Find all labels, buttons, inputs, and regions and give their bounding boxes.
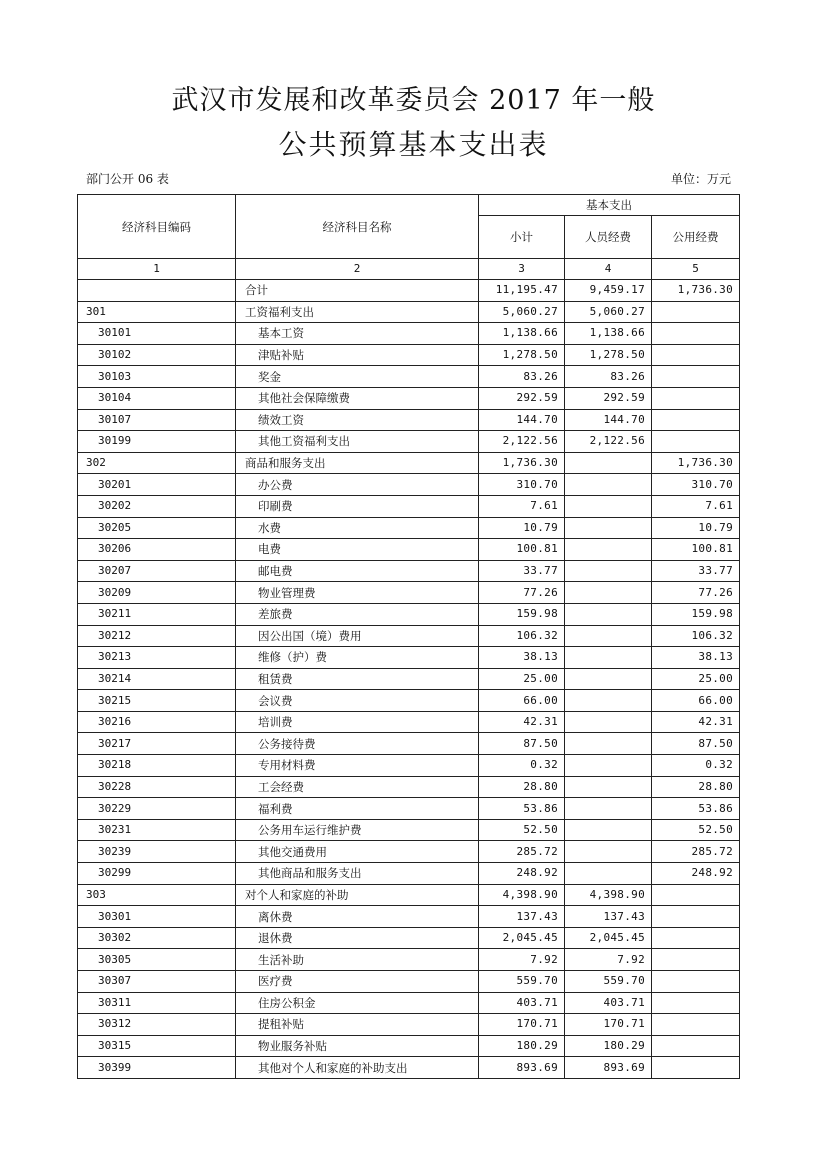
table-row — [78, 495, 740, 517]
public-cell: 28.80 — [652, 776, 740, 798]
public-cell — [652, 323, 740, 345]
code-cell: 30206 — [78, 539, 236, 561]
name-cell: 对个人和家庭的补助 — [236, 884, 479, 906]
personnel-cell: 83.26 — [565, 366, 652, 388]
subtotal-cell: 11,195.47 — [479, 280, 565, 302]
code-cell: 30218 — [78, 755, 236, 777]
public-cell: 52.50 — [652, 819, 740, 841]
personnel-cell: 180.29 — [565, 1035, 652, 1057]
public-cell: 25.00 — [652, 668, 740, 690]
table-row — [78, 884, 740, 906]
code-cell: 30107 — [78, 409, 236, 431]
name-cell: 其他工资福利支出 — [236, 431, 479, 453]
index-cell: 5 — [652, 259, 740, 280]
index-cell: 2 — [236, 259, 479, 280]
name-cell: 物业管理费 — [236, 582, 479, 604]
public-cell: 66.00 — [652, 690, 740, 712]
table-row — [78, 1035, 740, 1057]
name-cell: 电费 — [236, 539, 479, 561]
code-cell: 302 — [78, 452, 236, 474]
table-row — [78, 668, 740, 690]
name-cell: 印刷费 — [236, 495, 479, 517]
personnel-cell: 893.69 — [565, 1057, 652, 1079]
subtotal-cell: 7.92 — [479, 949, 565, 971]
public-cell: 33.77 — [652, 560, 740, 582]
public-cell — [652, 366, 740, 388]
name-cell: 公务用车运行维护费 — [236, 819, 479, 841]
code-cell: 30239 — [78, 841, 236, 863]
header-row-1 — [78, 195, 740, 216]
name-cell: 合计 — [236, 280, 479, 302]
code-cell: 30212 — [78, 625, 236, 647]
name-cell: 其他交通费用 — [236, 841, 479, 863]
personnel-cell — [565, 560, 652, 582]
code-cell: 30315 — [78, 1035, 236, 1057]
code-cell — [78, 280, 236, 302]
public-cell — [652, 344, 740, 366]
table-row — [78, 517, 740, 539]
personnel-cell — [565, 625, 652, 647]
public-cell — [652, 927, 740, 949]
subtotal-cell: 310.70 — [479, 474, 565, 496]
header-subtotal: 小计 — [479, 216, 565, 259]
code-cell: 303 — [78, 884, 236, 906]
table-row — [78, 582, 740, 604]
name-cell: 商品和服务支出 — [236, 452, 479, 474]
header-code: 经济科目编码 — [78, 195, 236, 259]
name-cell: 工资福利支出 — [236, 301, 479, 323]
subtotal-cell: 170.71 — [479, 1014, 565, 1036]
code-cell: 30299 — [78, 863, 236, 885]
code-cell: 30311 — [78, 992, 236, 1014]
header-name: 经济科目名称 — [236, 195, 479, 259]
public-cell: 53.86 — [652, 798, 740, 820]
personnel-cell — [565, 755, 652, 777]
public-cell — [652, 431, 740, 453]
subtotal-cell: 100.81 — [479, 539, 565, 561]
public-cell — [652, 409, 740, 431]
table-row — [78, 452, 740, 474]
index-cell: 1 — [78, 259, 236, 280]
table-row — [78, 819, 740, 841]
personnel-cell — [565, 711, 652, 733]
subtotal-cell: 38.13 — [479, 647, 565, 669]
subtotal-cell: 0.32 — [479, 755, 565, 777]
public-cell: 106.32 — [652, 625, 740, 647]
subtotal-cell: 77.26 — [479, 582, 565, 604]
subtotal-cell: 2,045.45 — [479, 927, 565, 949]
name-cell: 住房公积金 — [236, 992, 479, 1014]
personnel-cell — [565, 603, 652, 625]
table-row — [78, 949, 740, 971]
personnel-cell — [565, 841, 652, 863]
subtotal-cell: 33.77 — [479, 560, 565, 582]
subtotal-cell: 1,736.30 — [479, 452, 565, 474]
personnel-cell: 403.71 — [565, 992, 652, 1014]
table-row — [78, 971, 740, 993]
table-body — [78, 280, 740, 1079]
table-row — [78, 863, 740, 885]
header-basic-expenditure: 基本支出 — [479, 195, 740, 216]
code-cell: 30214 — [78, 668, 236, 690]
name-cell: 其他商品和服务支出 — [236, 863, 479, 885]
subtotal-cell: 180.29 — [479, 1035, 565, 1057]
public-cell: 248.92 — [652, 863, 740, 885]
name-cell: 办公费 — [236, 474, 479, 496]
personnel-cell: 1,278.50 — [565, 344, 652, 366]
public-cell: 159.98 — [652, 603, 740, 625]
table-row — [78, 280, 740, 302]
public-cell: 1,736.30 — [652, 280, 740, 302]
personnel-cell — [565, 539, 652, 561]
name-cell: 生活补助 — [236, 949, 479, 971]
code-cell: 30301 — [78, 906, 236, 928]
code-cell: 30307 — [78, 971, 236, 993]
subtotal-cell: 7.61 — [479, 495, 565, 517]
code-cell: 30305 — [78, 949, 236, 971]
personnel-cell — [565, 863, 652, 885]
public-cell: 0.32 — [652, 755, 740, 777]
header-public: 公用经费 — [652, 216, 740, 259]
code-cell: 30217 — [78, 733, 236, 755]
code-cell: 30399 — [78, 1057, 236, 1079]
public-cell — [652, 906, 740, 928]
personnel-cell: 170.71 — [565, 1014, 652, 1036]
name-cell: 医疗费 — [236, 971, 479, 993]
personnel-cell: 5,060.27 — [565, 301, 652, 323]
subtotal-cell: 28.80 — [479, 776, 565, 798]
name-cell: 奖金 — [236, 366, 479, 388]
subtotal-cell: 66.00 — [479, 690, 565, 712]
name-cell: 水费 — [236, 517, 479, 539]
header-personnel: 人员经费 — [565, 216, 652, 259]
table-row — [78, 906, 740, 928]
name-cell: 因公出国（境）费用 — [236, 625, 479, 647]
personnel-cell: 2,122.56 — [565, 431, 652, 453]
public-cell: 10.79 — [652, 517, 740, 539]
document-title-line1: 武汉市发展和改革委员会 2017 年一般 — [171, 85, 656, 116]
table-row — [78, 625, 740, 647]
personnel-cell — [565, 668, 652, 690]
code-cell: 30229 — [78, 798, 236, 820]
code-cell: 301 — [78, 301, 236, 323]
subtotal-cell: 42.31 — [479, 711, 565, 733]
table-row — [78, 431, 740, 453]
name-cell: 公务接待费 — [236, 733, 479, 755]
personnel-cell — [565, 495, 652, 517]
table-row — [78, 301, 740, 323]
subtotal-cell: 285.72 — [479, 841, 565, 863]
name-cell: 专用材料费 — [236, 755, 479, 777]
subtotal-cell: 10.79 — [479, 517, 565, 539]
subtotal-cell: 83.26 — [479, 366, 565, 388]
subtotal-cell: 52.50 — [479, 819, 565, 841]
personnel-cell: 137.43 — [565, 906, 652, 928]
personnel-cell: 7.92 — [565, 949, 652, 971]
personnel-cell — [565, 776, 652, 798]
table-row — [78, 690, 740, 712]
code-cell: 30101 — [78, 323, 236, 345]
name-cell: 差旅费 — [236, 603, 479, 625]
subtotal-cell: 144.70 — [479, 409, 565, 431]
code-cell: 30312 — [78, 1014, 236, 1036]
public-cell — [652, 992, 740, 1014]
subtotal-cell: 1,278.50 — [479, 344, 565, 366]
index-row — [78, 259, 740, 280]
table-row — [78, 1014, 740, 1036]
public-cell: 77.26 — [652, 582, 740, 604]
table-row — [78, 647, 740, 669]
public-cell: 100.81 — [652, 539, 740, 561]
code-cell: 30104 — [78, 387, 236, 409]
public-cell — [652, 1057, 740, 1079]
subtotal-cell: 87.50 — [479, 733, 565, 755]
personnel-cell: 292.59 — [565, 387, 652, 409]
name-cell: 离休费 — [236, 906, 479, 928]
subtotal-cell: 159.98 — [479, 603, 565, 625]
index-cell: 4 — [565, 259, 652, 280]
personnel-cell — [565, 733, 652, 755]
table-row — [78, 387, 740, 409]
code-cell: 30201 — [78, 474, 236, 496]
subtotal-cell: 559.70 — [479, 971, 565, 993]
code-cell: 30215 — [78, 690, 236, 712]
budget-table — [77, 194, 740, 1079]
code-cell: 30209 — [78, 582, 236, 604]
public-cell: 87.50 — [652, 733, 740, 755]
table-row — [78, 927, 740, 949]
name-cell: 津贴补贴 — [236, 344, 479, 366]
subtotal-cell: 2,122.56 — [479, 431, 565, 453]
table-row — [78, 776, 740, 798]
public-cell: 1,736.30 — [652, 452, 740, 474]
table-row — [78, 344, 740, 366]
name-cell: 提租补贴 — [236, 1014, 479, 1036]
public-cell — [652, 971, 740, 993]
table-row — [78, 992, 740, 1014]
name-cell: 绩效工资 — [236, 409, 479, 431]
personnel-cell: 9,459.17 — [565, 280, 652, 302]
subtotal-cell: 25.00 — [479, 668, 565, 690]
personnel-cell: 559.70 — [565, 971, 652, 993]
table-row — [78, 1057, 740, 1079]
table-row — [78, 733, 740, 755]
code-cell: 30205 — [78, 517, 236, 539]
public-cell — [652, 301, 740, 323]
subtotal-cell: 137.43 — [479, 906, 565, 928]
subtotal-cell: 292.59 — [479, 387, 565, 409]
table-row — [78, 539, 740, 561]
public-cell — [652, 949, 740, 971]
subtotal-cell: 893.69 — [479, 1057, 565, 1079]
public-cell — [652, 1014, 740, 1036]
code-cell: 30228 — [78, 776, 236, 798]
code-cell: 30211 — [78, 603, 236, 625]
personnel-cell — [565, 474, 652, 496]
table-row — [78, 841, 740, 863]
table-row — [78, 798, 740, 820]
subtotal-cell: 403.71 — [479, 992, 565, 1014]
code-cell: 30216 — [78, 711, 236, 733]
name-cell: 工会经费 — [236, 776, 479, 798]
table-row — [78, 474, 740, 496]
code-cell: 30102 — [78, 344, 236, 366]
form-number: 部门公开 06 表 — [86, 172, 169, 186]
public-cell: 310.70 — [652, 474, 740, 496]
personnel-cell — [565, 582, 652, 604]
code-cell: 30199 — [78, 431, 236, 453]
table-row — [78, 711, 740, 733]
personnel-cell — [565, 452, 652, 474]
public-cell — [652, 1035, 740, 1057]
table-row — [78, 366, 740, 388]
code-cell: 30207 — [78, 560, 236, 582]
personnel-cell: 1,138.66 — [565, 323, 652, 345]
personnel-cell — [565, 798, 652, 820]
code-cell: 30302 — [78, 927, 236, 949]
name-cell: 其他社会保障缴费 — [236, 387, 479, 409]
name-cell: 物业服务补贴 — [236, 1035, 479, 1057]
public-cell: 285.72 — [652, 841, 740, 863]
name-cell: 会议费 — [236, 690, 479, 712]
code-cell: 30103 — [78, 366, 236, 388]
code-cell: 30213 — [78, 647, 236, 669]
code-cell: 30231 — [78, 819, 236, 841]
subtotal-cell: 4,398.90 — [479, 884, 565, 906]
subtotal-cell: 248.92 — [479, 863, 565, 885]
public-cell — [652, 387, 740, 409]
public-cell: 38.13 — [652, 647, 740, 669]
table-row — [78, 603, 740, 625]
table-row — [78, 560, 740, 582]
personnel-cell — [565, 819, 652, 841]
personnel-cell: 2,045.45 — [565, 927, 652, 949]
index-cell: 3 — [479, 259, 565, 280]
code-cell: 30202 — [78, 495, 236, 517]
public-cell — [652, 884, 740, 906]
personnel-cell — [565, 690, 652, 712]
personnel-cell: 4,398.90 — [565, 884, 652, 906]
unit-label: 单位：万元 — [670, 172, 731, 186]
personnel-cell — [565, 517, 652, 539]
name-cell: 培训费 — [236, 711, 479, 733]
table-row — [78, 755, 740, 777]
name-cell: 维修（护）费 — [236, 647, 479, 669]
public-cell: 7.61 — [652, 495, 740, 517]
subtotal-cell: 106.32 — [479, 625, 565, 647]
subtotal-cell: 53.86 — [479, 798, 565, 820]
name-cell: 退休费 — [236, 927, 479, 949]
name-cell: 福利费 — [236, 798, 479, 820]
table-row — [78, 323, 740, 345]
public-cell: 42.31 — [652, 711, 740, 733]
name-cell: 租赁费 — [236, 668, 479, 690]
document-title-line2: 公共预算基本支出表 — [278, 128, 549, 161]
table-row — [78, 409, 740, 431]
name-cell: 基本工资 — [236, 323, 479, 345]
subtotal-cell: 1,138.66 — [479, 323, 565, 345]
name-cell: 其他对个人和家庭的补助支出 — [236, 1057, 479, 1079]
personnel-cell: 144.70 — [565, 409, 652, 431]
personnel-cell — [565, 647, 652, 669]
name-cell: 邮电费 — [236, 560, 479, 582]
subtotal-cell: 5,060.27 — [479, 301, 565, 323]
